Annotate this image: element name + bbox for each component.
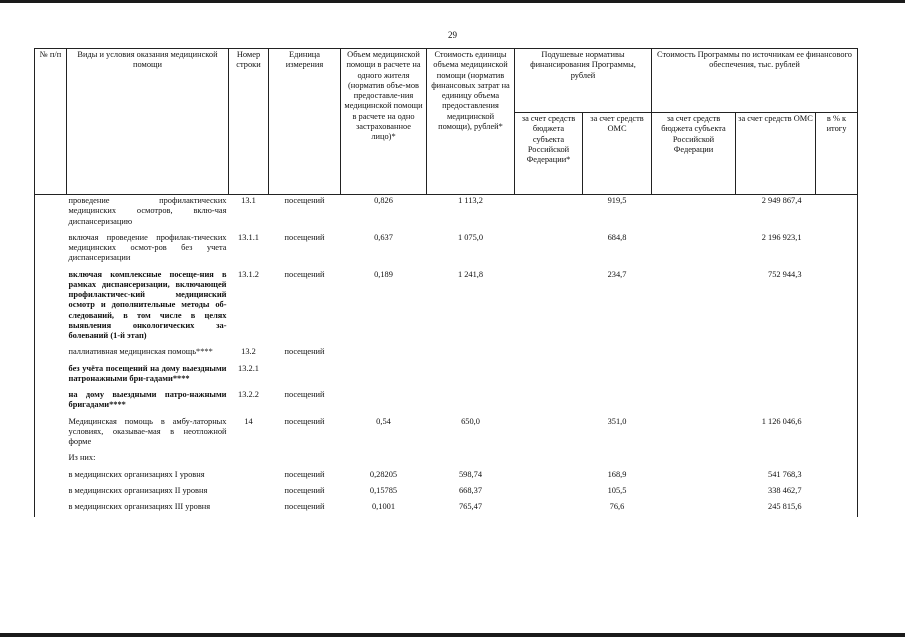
spacer-cell (67, 513, 229, 517)
cell-prog-pct (816, 269, 858, 343)
cell-name: в медицинских организациях I уровня (68, 469, 205, 479)
cell-prog-pct (816, 452, 858, 464)
cell-num (35, 269, 67, 343)
cell-cost (427, 363, 515, 386)
cell-prog-budget (652, 389, 736, 412)
header-program-budget: за счет средств бюджета субъекта Российской Федерации (652, 113, 736, 195)
table-row (35, 195, 858, 228)
table-row (35, 232, 858, 265)
cell-name: на дому выездными патро-нажными бригадами**** (68, 390, 227, 410)
page-number: 29 (448, 30, 457, 40)
cell-prog-pct (816, 346, 858, 358)
cell-pc-oms: 76,6 (609, 502, 625, 511)
header-program-oms: за счет средств ОМС (736, 113, 816, 195)
cell-line (229, 469, 269, 481)
cell-volume (341, 363, 427, 386)
spacer-cell (35, 513, 67, 517)
cell-cost (427, 389, 515, 412)
cell-prog-oms: 1 126 046,6 (761, 416, 802, 426)
cell-prog-oms: 338 462,7 (768, 485, 802, 495)
header-types: Виды и условия оказания медицинской помощи (67, 49, 229, 195)
spacer-cell (427, 513, 515, 517)
table-row (35, 416, 858, 449)
spacer-cell (515, 513, 583, 517)
cell-unit: посещений (284, 347, 325, 357)
cell-unit: посещений (284, 485, 325, 495)
cell-pc-budget (515, 269, 583, 343)
cell-line: 13.2 (241, 347, 256, 357)
cell-prog-pct (816, 195, 858, 228)
cell-prog-budget (652, 501, 736, 513)
cell-pc-budget (515, 195, 583, 228)
cell-prog-budget (652, 469, 736, 481)
cell-num (35, 363, 67, 386)
cell-line: 13.1 (229, 195, 269, 228)
top-border (0, 0, 905, 3)
cell-name: Из них: (68, 453, 96, 463)
header-program-pct: в % к итогу (816, 113, 858, 195)
table-row (35, 452, 858, 464)
cell-unit: посещений (269, 195, 341, 228)
cell-prog-budget (652, 452, 736, 464)
cell-volume: 0,189 (374, 269, 393, 279)
cell-line (229, 501, 269, 513)
table-row (35, 269, 858, 343)
cell-name: проведение профилактических медицинских осмотров, вклю-чая диспансеризацию (67, 195, 229, 228)
table-row (35, 469, 858, 481)
row-spacer (35, 513, 858, 517)
cell-cost: 1 241,8 (457, 269, 484, 279)
cell-unit (269, 452, 341, 464)
cell-cost: 668,37 (458, 485, 483, 495)
cell-pc-budget (515, 452, 583, 464)
cell-prog-oms (736, 389, 816, 412)
cell-prog-pct (816, 389, 858, 412)
cell-prog-pct (816, 485, 858, 497)
cell-prog-budget (652, 269, 736, 343)
spacer-cell (341, 513, 427, 517)
cell-prog-oms: 541 768,3 (768, 469, 802, 479)
cell-num (35, 346, 67, 358)
cell-volume: 0,15785 (369, 485, 398, 495)
cell-unit: посещений (284, 390, 325, 399)
cell-num (35, 416, 67, 449)
table-row (35, 501, 858, 513)
header-line: Номер строки (229, 49, 269, 195)
cell-unit (269, 363, 341, 386)
cell-unit: посещений (284, 416, 325, 426)
spacer-cell (652, 513, 736, 517)
cell-pc-budget (515, 501, 583, 513)
cell-name: в медицинских организациях III уровня (68, 502, 211, 511)
cell-line: 13.2.1 (238, 363, 259, 373)
cell-line: 13.1.1 (238, 232, 259, 242)
cell-prog-pct (816, 416, 858, 449)
cell-name: без учёта посещений на дому выездными патронажными бри-гадами**** (68, 363, 227, 383)
cell-name: Медицинская помощь в амбу-латорных условиях, оказывае-мая в неотложной форме (68, 416, 227, 446)
cell-pc-oms: 351,0 (607, 416, 627, 426)
spacer-cell (736, 513, 816, 517)
cell-pc-budget (515, 363, 583, 386)
cell-volume: 0,28205 (369, 469, 398, 479)
cell-pc-budget (515, 416, 583, 449)
cell-prog-budget (652, 485, 736, 497)
cell-num (35, 485, 67, 497)
cell-line: 13.1.2 (238, 269, 259, 279)
header-volume: Объем медицинской помощи в расчете на одного жителя (норматив объе-мов предоставле-ния медицинской помощи в расчете на одно застрахованное лицо)* (341, 49, 427, 195)
cell-pc-oms: 919,5 (583, 195, 652, 228)
cell-pc-oms: 684,8 (607, 232, 627, 242)
cell-prog-oms (736, 363, 816, 386)
header-per-capita-oms: за счет средств ОМС (583, 113, 652, 195)
cell-name: включая проведение профилак-тических медицинских осмот-ров без учета диспансеризации (68, 232, 227, 263)
spacer-cell (816, 513, 858, 517)
table-row (35, 363, 858, 386)
cell-volume (341, 389, 427, 412)
cell-volume: 0,637 (374, 232, 393, 242)
cell-pc-oms (583, 363, 652, 386)
cell-prog-oms (736, 452, 816, 464)
table-row (35, 389, 858, 412)
cell-pc-budget (515, 232, 583, 265)
cell-prog-budget (652, 346, 736, 358)
cell-name: паллиативная медицинская помощь**** (68, 347, 213, 357)
cell-prog-oms: 752 944,3 (768, 269, 802, 279)
cell-pc-oms: 234,7 (607, 269, 627, 279)
cell-volume: 0,54 (376, 416, 391, 426)
cell-line (229, 452, 269, 464)
spacer-cell (583, 513, 652, 517)
cell-prog-oms (736, 346, 816, 358)
header-num: № п/п (35, 49, 67, 195)
cell-num (35, 195, 67, 228)
cell-line: 13.2.2 (238, 390, 259, 399)
cell-unit: посещений (284, 502, 325, 511)
cell-prog-pct (816, 469, 858, 481)
cell-cost: 650,0 (461, 416, 480, 426)
cell-prog-oms: 2 949 867,4 (736, 195, 816, 228)
table-row (35, 346, 858, 358)
cell-pc-oms: 105,5 (607, 485, 627, 495)
cell-pc-budget (515, 346, 583, 358)
cell-prog-pct (816, 232, 858, 265)
cell-prog-budget (652, 416, 736, 449)
cell-unit: посещений (284, 469, 325, 479)
cell-volume: 0,1001 (371, 502, 396, 511)
spacer-cell (229, 513, 269, 517)
header-per-capita: Подушевые нормативы финансирования Программы, рублей (515, 49, 652, 113)
cell-num (35, 389, 67, 412)
cell-num (35, 469, 67, 481)
cell-prog-oms: 245 815,6 (768, 502, 802, 511)
cell-prog-pct (816, 363, 858, 386)
cell-pc-oms (583, 346, 652, 358)
financing-table (34, 48, 858, 517)
cell-name: в медицинских организациях II уровня (68, 485, 208, 495)
cell-num (35, 232, 67, 265)
spacer-cell (269, 513, 341, 517)
cell-num (35, 452, 67, 464)
cell-pc-budget (515, 389, 583, 412)
cell-prog-oms: 2 196 923,1 (761, 232, 802, 242)
cell-prog-budget (652, 232, 736, 265)
table-row (35, 485, 858, 497)
cell-line: 14 (244, 416, 253, 426)
header-per-capita-budget: за счет средств бюджета субъекта Российской Федерации* (515, 113, 583, 195)
header-cost: Стоимость единицы объема медицинской помощи (норматив финансовых затрат на единицу объема предоставления медицинской помощи), рублей* (427, 49, 515, 195)
cell-prog-pct (816, 501, 858, 513)
cell-prog-budget (652, 363, 736, 386)
cell-cost: 1 113,2 (427, 195, 515, 228)
cell-pc-oms (583, 389, 652, 412)
cell-pc-oms (583, 452, 652, 464)
cell-pc-oms: 168,9 (607, 469, 627, 479)
cell-prog-budget (652, 195, 736, 228)
cell-line (229, 485, 269, 497)
cell-cost: 598,74 (458, 469, 483, 479)
cell-cost: 1 075,0 (457, 232, 484, 242)
cell-volume: 0,826 (341, 195, 427, 228)
cell-pc-budget (515, 469, 583, 481)
header-program-cost: Стоимость Программы по источникам ее финансового обеспечения, тыс. рублей (652, 49, 858, 113)
bottom-border (0, 633, 905, 637)
cell-unit: посещений (284, 232, 325, 242)
cell-pc-budget (515, 485, 583, 497)
cell-num (35, 501, 67, 513)
cell-cost: 765,47 (458, 502, 483, 511)
header-unit: Единица измерения (269, 49, 341, 195)
cell-cost (427, 452, 515, 464)
cell-volume (341, 452, 427, 464)
cell-unit: посещений (284, 269, 325, 279)
cell-cost (427, 346, 515, 358)
cell-volume (341, 346, 427, 358)
cell-name: включая комплексные посеще-ния в рамках диспансеризации, включающей профилактичес-кий медицинский осмотр и дополнительные методы об-следований, в том числе в целях выявления онкологических за-болеваний (1-й этап) (68, 269, 227, 340)
